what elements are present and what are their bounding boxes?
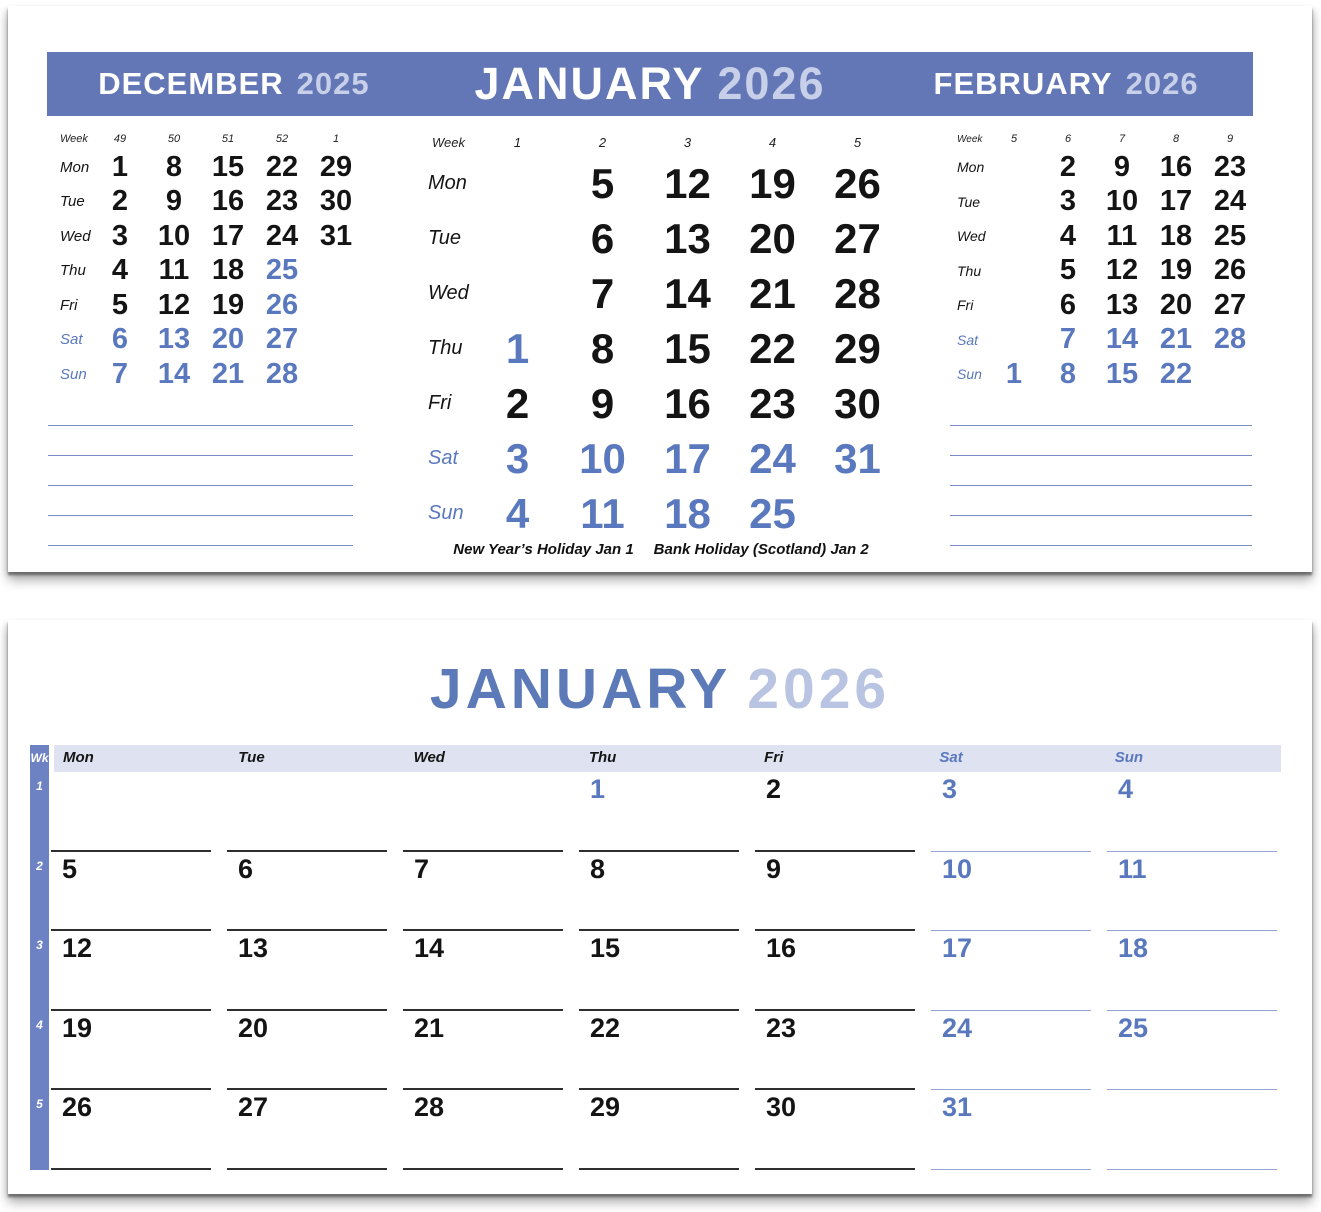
date-cell: 1 (1005, 357, 1023, 390)
date-number: 11 (1118, 853, 1147, 884)
week-number: 49 (113, 133, 127, 145)
date-cell: 15 (1105, 357, 1139, 390)
date-cell: 14 (1105, 323, 1139, 356)
january-title (421, 58, 879, 110)
date-number: 17 (942, 933, 973, 963)
day-label: Fri (428, 392, 452, 414)
notes-lines-february (950, 425, 1252, 575)
date-cell: 3 (1059, 185, 1077, 218)
day-header: Mon (63, 749, 94, 766)
date-cell: 17 (1159, 185, 1193, 218)
date-number: 5 (62, 853, 78, 884)
date-cell: 25 (265, 254, 299, 287)
date-cell: 29 (319, 150, 353, 183)
date-cell: 10 (1105, 185, 1139, 218)
date-number: 24 (942, 1012, 973, 1043)
date-number: 2 (766, 774, 782, 804)
planner-day-cell (753, 931, 929, 1011)
date-cell: 19 (1159, 254, 1193, 287)
date-cell: 2 (111, 185, 129, 218)
date-number (49, 772, 225, 776)
date-cell: 21 (211, 357, 245, 390)
planner-day-cell (929, 1090, 1105, 1170)
day-label: Wed (60, 227, 91, 245)
week-number: 1 (332, 133, 340, 145)
date-cell: 11 (580, 489, 625, 537)
planner-day-cell (929, 1011, 1105, 1091)
date-cell: 2 (1059, 150, 1077, 183)
date-cell: 11 (1106, 219, 1138, 252)
planner-day-cell (753, 852, 929, 932)
planner-day-cell (225, 931, 401, 1011)
planner-day-cell (401, 852, 577, 932)
planner-day-cell (577, 772, 753, 852)
date-cell: 20 (211, 323, 245, 356)
planner-day-cell (49, 852, 225, 932)
date-cell: 6 (111, 323, 129, 356)
date-cell: 18 (664, 489, 711, 537)
cell-rule (579, 1168, 739, 1170)
date-cell: 27 (1213, 288, 1247, 321)
date-number: 22 (590, 1012, 621, 1043)
date-cell: 8 (1059, 357, 1077, 390)
date-cell: 14 (157, 357, 191, 390)
week-number: 52 (275, 133, 289, 145)
date-number: 27 (238, 1092, 269, 1122)
date-cell: 14 (664, 269, 711, 317)
cell-rule (755, 1168, 915, 1170)
day-label: Sun (428, 502, 464, 524)
day-label: Fri (957, 297, 974, 314)
date-number: 26 (62, 1092, 93, 1122)
date-number (225, 772, 401, 776)
week-number: 1 (513, 134, 522, 150)
planner-day-cell (225, 772, 401, 852)
date-cell: 15 (211, 150, 245, 183)
date-number: 7 (414, 853, 430, 884)
date-cell: 24 (1213, 185, 1247, 218)
date-cell: 10 (157, 219, 191, 252)
day-label: Tue (428, 227, 461, 249)
date-cell: 18 (211, 254, 245, 287)
date-cell: 13 (1105, 288, 1139, 321)
cell-rule (403, 1168, 563, 1170)
memo-line (950, 515, 1252, 516)
day-header: Sat (939, 749, 963, 766)
memo-line (950, 485, 1252, 486)
cell-rule (1107, 1169, 1277, 1170)
date-cell: 31 (319, 219, 353, 252)
date-number: 21 (414, 1012, 445, 1043)
week-number: 3 (683, 134, 692, 150)
date-cell: 26 (834, 159, 881, 207)
date-cell: 21 (749, 269, 796, 317)
planner-day-cell (753, 1090, 929, 1170)
planner-day-cell (929, 852, 1105, 932)
cell-rule (931, 1169, 1091, 1170)
week-column-header: Wk (30, 745, 49, 772)
date-cell: 20 (749, 214, 796, 262)
date-cell: 6 (1059, 288, 1077, 321)
planner-day-cell (401, 931, 577, 1011)
month-planner-panel (8, 620, 1312, 1194)
memo-line (950, 455, 1252, 456)
day-header: Tue (238, 749, 265, 766)
planner-day-cell (577, 1011, 753, 1091)
date-cell: 28 (265, 357, 299, 390)
planner-day-cell (225, 1011, 401, 1091)
date-number: 12 (62, 933, 93, 963)
planner-day-cell (929, 931, 1105, 1011)
planner-day-cell (49, 772, 225, 852)
day-label: Sat (60, 331, 83, 349)
date-cell: 2 (505, 379, 530, 427)
memo-line (950, 425, 1252, 426)
day-label: Thu (60, 262, 86, 280)
planner-day-cell (929, 772, 1105, 852)
february-title (879, 66, 1253, 102)
date-cell: 17 (664, 434, 711, 482)
date-number: 14 (414, 933, 445, 963)
date-cell: 13 (664, 214, 711, 262)
month-year: 2026 (747, 657, 891, 721)
date-cell: 3 (505, 434, 530, 482)
date-number: 18 (1118, 933, 1149, 963)
date-cell: 9 (590, 379, 615, 427)
date-cell: 7 (590, 269, 615, 317)
date-number: 16 (766, 933, 797, 963)
day-header: Fri (764, 749, 784, 766)
planner-day-cell (1105, 1090, 1281, 1170)
date-number: 8 (590, 853, 606, 884)
date-cell: 1 (111, 150, 129, 183)
day-header-band (54, 745, 1281, 772)
date-cell: 24 (749, 434, 796, 482)
week-number: 5 (853, 134, 862, 150)
day-label: Fri (60, 296, 78, 314)
date-number: 10 (942, 853, 973, 884)
date-cell: 21 (1159, 323, 1193, 356)
month-name: FEBRUARY (933, 66, 1113, 101)
date-cell: 12 (664, 159, 711, 207)
month-year: 2026 (717, 58, 826, 109)
day-label: Mon (60, 158, 90, 176)
month-year: 2025 (296, 66, 370, 101)
date-cell: 27 (265, 323, 299, 356)
month-header-band (47, 52, 1253, 116)
week-number: 4 (30, 1011, 49, 1091)
date-number: 30 (766, 1092, 797, 1122)
holiday-note: Bank Holiday (Scotland) Jan 2 (653, 541, 869, 558)
day-header: Thu (588, 749, 617, 766)
date-number: 20 (238, 1012, 269, 1043)
date-cell: 28 (1213, 323, 1247, 356)
planner-day-cell (401, 1090, 577, 1170)
planner-day-cell (577, 1090, 753, 1170)
planner-day-cell (577, 852, 753, 932)
date-number (1105, 1090, 1281, 1094)
memo-line (48, 425, 353, 426)
date-cell: 20 (1159, 288, 1193, 321)
date-cell: 23 (265, 185, 299, 218)
planner-day-cell (49, 1011, 225, 1091)
week-number: 6 (1064, 133, 1072, 145)
month-name: JANUARY (474, 58, 705, 109)
date-cell: 6 (590, 214, 615, 262)
date-cell: 10 (579, 434, 626, 482)
week-number: 3 (30, 931, 49, 1011)
day-label: Mon (957, 159, 985, 176)
planner-day-cell (753, 1011, 929, 1091)
date-cell: 4 (505, 489, 530, 537)
date-number: 13 (238, 933, 269, 963)
planner-day-cell (401, 772, 577, 852)
day-label: Tue (60, 193, 85, 211)
date-cell: 22 (265, 150, 299, 183)
date-number: 23 (766, 1012, 797, 1043)
date-cell: 29 (834, 324, 881, 372)
planner-day-cell (1105, 1011, 1281, 1091)
day-label: Sun (957, 366, 982, 383)
date-cell: 18 (1159, 219, 1193, 252)
planner-title (8, 656, 1312, 722)
date-number: 19 (62, 1012, 93, 1043)
holiday-note: New Year’s Holiday Jan 1 (453, 541, 634, 558)
day-header: Wed (413, 749, 445, 766)
week-number: 4 (768, 134, 777, 150)
date-cell: 16 (664, 379, 711, 427)
day-label: Sat (428, 447, 459, 469)
memo-line (950, 545, 1252, 546)
date-number: 31 (942, 1092, 973, 1122)
date-cell: 4 (1059, 219, 1077, 252)
month-name: DECEMBER (98, 66, 284, 101)
day-label: Sun (60, 365, 87, 383)
date-cell: 30 (834, 379, 881, 427)
date-cell: 25 (1213, 219, 1247, 252)
date-cell: 7 (111, 357, 129, 390)
date-cell: 3 (111, 219, 129, 252)
date-cell: 7 (1059, 323, 1077, 356)
day-header: Sun (1114, 749, 1144, 766)
week-number: 51 (221, 133, 235, 145)
day-label: Mon (428, 172, 467, 194)
date-number: 4 (1118, 774, 1134, 804)
date-cell: 9 (165, 185, 183, 218)
memo-line (48, 515, 353, 516)
date-cell: 12 (1105, 254, 1139, 287)
date-cell: 8 (165, 150, 183, 183)
planner-day-cell (577, 931, 753, 1011)
week-number: 7 (1118, 133, 1126, 145)
memo-line (48, 545, 353, 546)
date-cell: 22 (749, 324, 796, 372)
week-number: 9 (1226, 133, 1234, 145)
planner-day-cell (225, 1090, 401, 1170)
date-cell: 24 (265, 219, 299, 252)
date-number: 6 (238, 853, 254, 884)
date-cell: 8 (590, 324, 615, 372)
february-mini-calendar (953, 128, 1257, 392)
date-cell: 5 (1059, 254, 1077, 287)
date-cell: 5 (590, 159, 615, 207)
week-number: 5 (30, 1090, 49, 1170)
week-number: 5 (1010, 133, 1018, 145)
three-month-panel (8, 6, 1312, 572)
planner-day-cell (401, 1011, 577, 1091)
month-year: 2026 (1125, 66, 1199, 101)
date-cell: 27 (834, 214, 881, 262)
date-number (401, 772, 577, 776)
memo-line (48, 485, 353, 486)
holiday-footnote (393, 541, 929, 558)
date-cell: 1 (505, 324, 530, 372)
cell-rule (51, 1168, 211, 1170)
planner-day-cell (1105, 931, 1281, 1011)
planner-day-cell (49, 1090, 225, 1170)
date-number: 15 (590, 933, 621, 963)
date-cell: 23 (1213, 150, 1247, 183)
week-label: Week (957, 133, 983, 145)
week-label: Week (60, 133, 88, 145)
date-cell: 30 (319, 185, 353, 218)
date-cell: 26 (1213, 254, 1247, 287)
planner-day-cell (49, 931, 225, 1011)
day-label: Wed (957, 228, 986, 245)
date-number: 3 (942, 774, 958, 804)
date-number: 1 (590, 774, 606, 804)
memo-line (48, 455, 353, 456)
month-name: JANUARY (429, 657, 732, 721)
day-label: Thu (428, 337, 463, 359)
date-number: 25 (1118, 1012, 1149, 1043)
date-cell: 13 (157, 323, 191, 356)
date-cell: 28 (834, 269, 881, 317)
date-cell: 15 (664, 324, 711, 372)
date-cell: 9 (1113, 150, 1131, 183)
date-number: 28 (414, 1092, 445, 1122)
date-number: 9 (766, 853, 782, 884)
week-number: 50 (167, 133, 181, 145)
date-cell: 17 (211, 219, 245, 252)
planner-grid (30, 745, 1281, 1170)
date-cell: 5 (111, 288, 129, 321)
date-cell: 25 (749, 489, 796, 537)
date-cell: 16 (211, 185, 245, 218)
date-number: 29 (590, 1092, 621, 1122)
december-mini-calendar (48, 128, 363, 392)
january-mini-calendar (420, 128, 900, 541)
date-cell: 16 (1159, 150, 1193, 183)
planner-day-cell (753, 772, 929, 852)
planner-day-cell (1105, 772, 1281, 852)
week-number: 2 (30, 852, 49, 932)
date-cell: 23 (749, 379, 796, 427)
date-cell: 12 (157, 288, 191, 321)
december-title (47, 66, 421, 102)
week-label: Week (432, 134, 465, 150)
date-cell: 19 (211, 288, 245, 321)
date-cell: 4 (111, 254, 129, 287)
week-number: 2 (598, 134, 607, 150)
planner-day-cell (1105, 852, 1281, 932)
day-label: Tue (957, 193, 981, 210)
date-cell: 11 (158, 254, 190, 287)
date-cell: 22 (1159, 357, 1193, 390)
date-cell: 26 (265, 288, 299, 321)
week-number: 8 (1172, 133, 1180, 145)
planner-day-cell (225, 852, 401, 932)
day-label: Sat (957, 331, 979, 348)
week-number: 1 (30, 772, 49, 852)
day-label: Thu (957, 262, 982, 279)
day-label: Wed (428, 282, 469, 304)
notes-lines-december (48, 425, 353, 575)
cell-rule (227, 1168, 387, 1170)
date-cell: 19 (749, 159, 796, 207)
date-cell: 31 (834, 434, 881, 482)
